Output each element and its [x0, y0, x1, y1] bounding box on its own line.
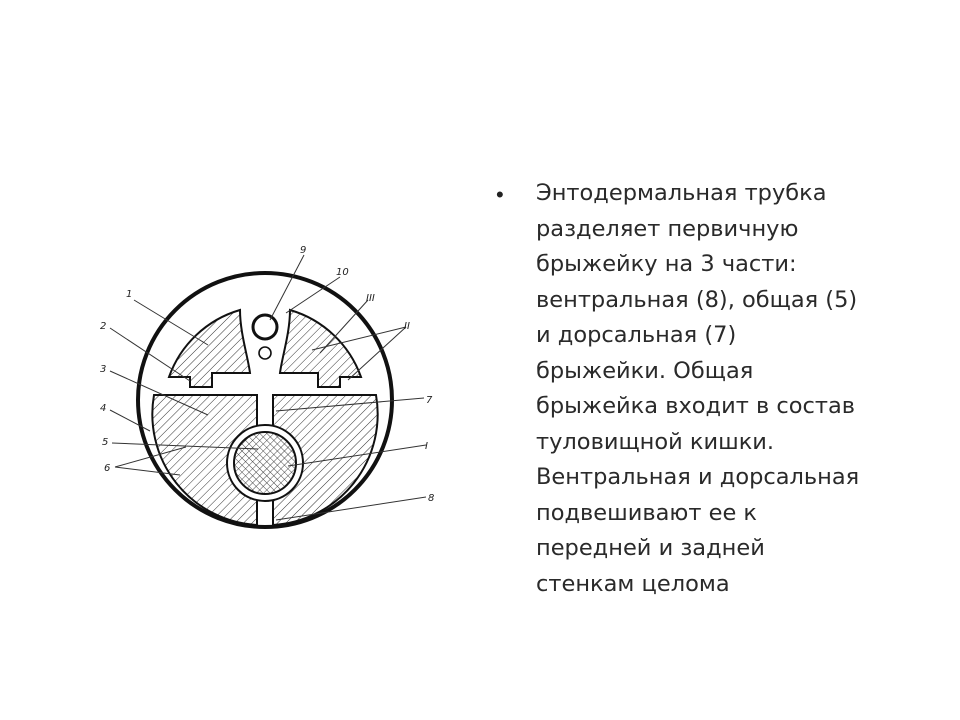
- label-roman-1: I: [425, 441, 428, 452]
- gut-tube-inner: [234, 432, 296, 494]
- label-roman-2: II: [404, 321, 410, 332]
- neural-tube: [253, 315, 277, 339]
- label-10: 10: [336, 267, 349, 278]
- bullet-marker: •: [496, 182, 504, 207]
- mesentery-cross-section-diagram: [90, 235, 450, 565]
- label-2: 2: [100, 321, 107, 332]
- label-6: 6: [104, 463, 111, 474]
- aorta: [259, 347, 271, 359]
- bullet-item: [496, 176, 936, 602]
- label-9: 9: [300, 245, 307, 256]
- bullet-text: Энтодермальная трубка разделяет первичную брыжейку на 3 части: вентральная (8), общая (5) и дорсальная (7) брыжейки. Общая брыжейка входит в состав туловищной кишки. Вентральная и дорсальная подвешивают ее к передней и задней стенкам целома: [536, 180, 860, 597]
- label-5: 5: [102, 437, 109, 448]
- diagram-svg: [90, 235, 450, 565]
- label-7: 7: [426, 395, 433, 406]
- label-1: 1: [126, 289, 133, 300]
- label-4: 4: [100, 403, 107, 414]
- label-8: 8: [428, 493, 435, 504]
- label-3: 3: [100, 364, 107, 375]
- label-roman-3: III: [366, 293, 375, 304]
